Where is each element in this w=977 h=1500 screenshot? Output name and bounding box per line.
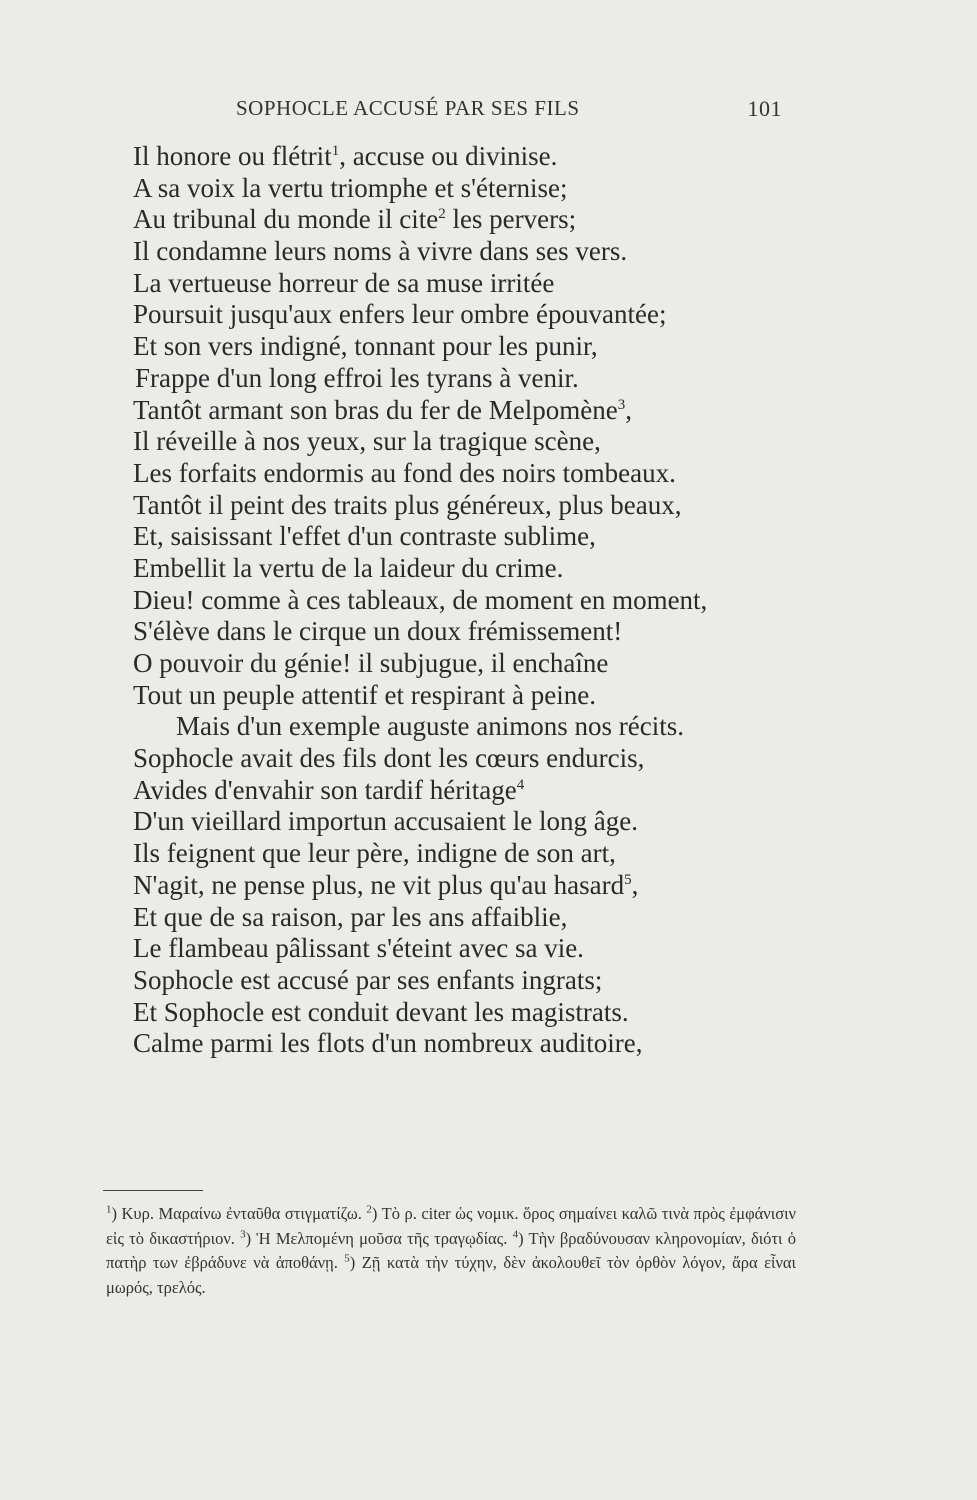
poem-line [133, 870, 813, 902]
poem-line-tail: , [625, 394, 632, 425]
page-number: 101 [747, 96, 782, 121]
poem-line [133, 331, 813, 363]
poem-line [133, 743, 813, 775]
poem-line-text: Calme parmi les flots d'un nombreux auditoire, [133, 1028, 643, 1059]
footnote-text: Ζῇ κατὰ τὴν τύχην, δὲν ἀκολουθεῖ τὸν ὀρθὸν λόγον, ἄρα εἶναι μωρός, τρελός. [106, 1253, 796, 1297]
poem-line [133, 616, 813, 648]
poem-line-text: Et, saisissant l'effet d'un contraste sublime, [133, 521, 596, 552]
poem-line-text: Avides d'envahir son tardif héritage [133, 774, 517, 805]
poem-line [133, 268, 813, 300]
footnote-text: Ἡ Μελπομένη μοῦσα τῆς τραγῳδίας. [251, 1228, 513, 1248]
footnote-paren: ) [349, 1253, 356, 1272]
poem-line [133, 363, 813, 395]
footnote-number: 2 [366, 1203, 372, 1216]
poem-line [133, 1028, 813, 1060]
poem-line-text: N'agit, ne pense plus, ne vit plus qu'au hasard [133, 869, 625, 900]
poem-line-text: Le flambeau pâlissant s'éteint avec sa vie. [133, 933, 584, 964]
poem-line-text: Dieu! comme à ces tableaux, de moment en moment, [133, 584, 708, 615]
footnote-marker: 2 [438, 206, 446, 223]
footnote [240, 1229, 512, 1248]
poem-line-text: La vertueuse horreur de sa muse irritée [133, 267, 555, 298]
poem-line [133, 173, 813, 205]
poem-line-text: Et son vers indigné, tonnant pour les punir, [133, 331, 598, 362]
poem-line-text: Au tribunal du monde il cite [133, 204, 439, 235]
poem-line-text: O pouvoir du génie! il subjugue, il enchaîne [133, 648, 609, 678]
poem-line-text: Poursuit jusqu'aux enfers leur ombre épouvantée; [133, 299, 667, 330]
poem-line [133, 806, 813, 838]
footnote-number: 3 [240, 1228, 246, 1240]
poem-line-text: Frappe d'un long effroi les tyrans à venir. [135, 362, 579, 393]
footnote-number: 5 [344, 1252, 350, 1265]
poem-line [133, 236, 813, 268]
poem-line [133, 553, 813, 585]
poem-line-text: Sophocle avait des fils dont les cœurs endurcis, [133, 743, 645, 774]
poem-line [133, 204, 813, 236]
poem-line [133, 902, 813, 934]
footnote [106, 1204, 366, 1223]
poem-line [133, 521, 813, 553]
poem-line-text: Et Sophocle est conduit devant les magistrats. [133, 996, 629, 1027]
poem-line-text: A sa voix la vertu triomphe et s'éternise; [133, 172, 568, 203]
poem-line [133, 395, 813, 427]
poem-line [133, 648, 813, 680]
poem-line-text: Ils feignent que leur père, indigne de son art, [133, 838, 616, 869]
footnotes [106, 1202, 796, 1300]
poem-line [133, 458, 813, 490]
footnote-marker: 5 [624, 871, 632, 888]
footnote-marker: 3 [617, 396, 626, 413]
poem-line [133, 426, 813, 458]
poem-line-text: S'élève dans le cirque un doux frémissement! [133, 616, 623, 647]
poem-line-text: Sophocle est accusé par ses enfants ingrats; [133, 964, 603, 995]
poem-line-text: Il honore ou flétrit [133, 141, 332, 171]
poem-line [133, 141, 813, 173]
poem-line-text: Tout un peuple attentif et respirant à peine. [133, 679, 596, 710]
footnote-text: Τὸ ρ. citer ὡς νομικ. ὅρος σημαίνει καλῶ τινὰ πρὸς ἐμφάνισιν εἰς τὸ δικαστήριον. [106, 1204, 796, 1248]
poem-line-text: Tantôt il peint des traits plus généreux, plus beaux, [133, 489, 682, 520]
footnote-number: 4 [512, 1228, 519, 1240]
poem-line-text: Il condamne leurs noms à vivre dans ses vers. [133, 236, 628, 267]
poem-line-text: Les forfaits endormis au fond des noirs tombeaux. [133, 457, 676, 488]
poem-line [133, 490, 813, 522]
footnote-paren: ) [518, 1228, 524, 1248]
running-title: SOPHOCLE ACCUSÉ PAR SES FILS [236, 96, 580, 120]
poem-line-text: Et que de sa raison, par les ans affaiblie, [133, 901, 568, 932]
poem-line [133, 997, 813, 1029]
poem-line [133, 585, 813, 617]
poem-line [133, 775, 813, 807]
poem-line-tail: les pervers; [445, 204, 577, 235]
footnote-paren: ) [371, 1204, 378, 1223]
footnote-marker: 4 [516, 776, 525, 793]
poem-line-text: Tantôt armant son bras du fer de Melpomène [133, 394, 618, 425]
footnote-marker: 1 [331, 143, 340, 159]
footnote-text: Κυρ. Μαραίνω ἐνταῦθα στιγματίζω. [117, 1204, 367, 1223]
poem-line-text: Il réveille à nos yeux, sur la tragique scène, [133, 426, 601, 457]
poem-text [133, 141, 813, 1060]
poem-line [133, 838, 813, 870]
footnote-separator [103, 1190, 203, 1191]
poem-line [133, 711, 813, 743]
poem-line [133, 680, 813, 712]
poem-line-text: D'un vieillard importun accusaient le long âge. [133, 806, 638, 837]
poem-line-text: Mais d'un exemple auguste animons nos récits. [176, 711, 685, 742]
poem-line [133, 299, 813, 331]
footnote-paren: ) [111, 1204, 117, 1223]
footnote-number: 1 [106, 1203, 112, 1216]
footnote-paren: ) [245, 1228, 252, 1248]
poem-line-tail: , accuse ou divinise. [339, 141, 558, 171]
poem-line-tail: , [631, 869, 639, 900]
poem-line [133, 965, 813, 997]
footnote-text: Τὴν βραδύνουσαν κληρονομίαν, διότι ὁ πατὴρ των ἐβράδυνε νὰ ἀποθάνῃ. [106, 1228, 796, 1272]
poem-line [133, 933, 813, 965]
poem-line-text: Embellit la vertu de la laideur du crime. [133, 552, 564, 583]
